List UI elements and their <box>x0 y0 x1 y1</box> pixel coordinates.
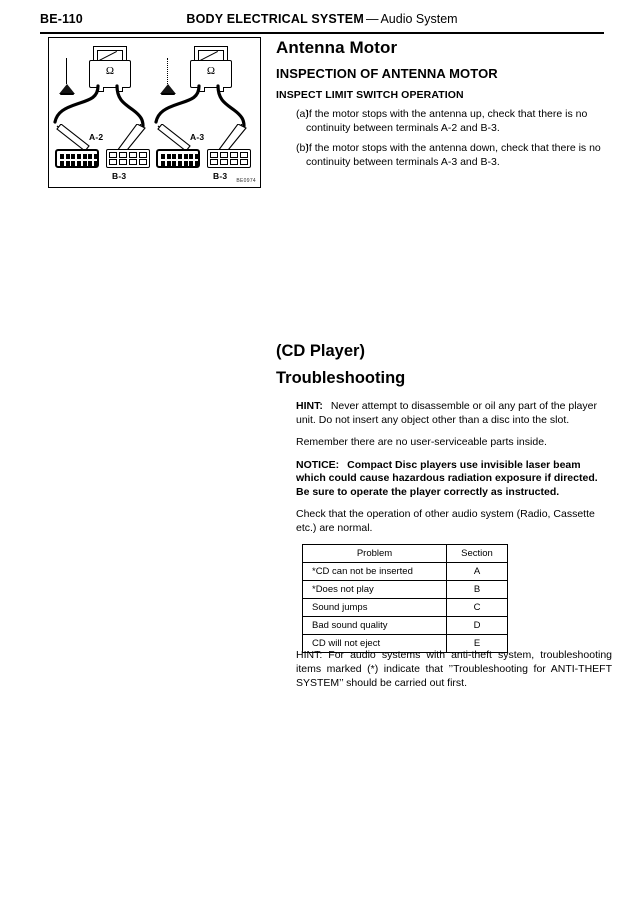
troubleshooting-table <box>302 544 508 653</box>
page-number: BE-110 <box>40 12 83 26</box>
instruction-item-a <box>276 108 612 135</box>
instruction-text-b: If the motor stops with the antenna down, check that there is no continuity between terminals A-3 and B-3. <box>306 142 601 168</box>
page-title: Antenna Motor <box>276 38 398 57</box>
connector-a2 <box>55 149 99 168</box>
figure-right-setup <box>150 38 256 189</box>
table-header-section: Section <box>447 545 508 563</box>
header-rule <box>40 32 604 34</box>
table-cell-section: E <box>447 635 508 653</box>
instruction-marker-b: (b) <box>296 142 309 154</box>
hint-text: Never attempt to disassemble or oil any part of the player unit. Do not insert any object other than a disc into the slot. <box>296 400 597 426</box>
table-row <box>303 599 508 617</box>
antenna-motor-figure <box>48 37 261 188</box>
inspection-subtitle: INSPECTION OF ANTENNA MOTOR <box>276 66 498 81</box>
table-cell-problem: Sound jumps <box>303 599 447 617</box>
table-header-row <box>303 545 508 563</box>
label-b3-right: B-3 <box>213 171 228 181</box>
cd-player-section <box>276 342 612 653</box>
check-operation-paragraph: Check that the operation of other audio system (Radio, Cassette etc.) are normal. <box>296 508 595 534</box>
instruction-item-b <box>276 142 612 169</box>
table-cell-section: A <box>447 563 508 581</box>
header-system-title: BODY ELECTRICAL SYSTEM <box>186 12 364 26</box>
table-row <box>303 617 508 635</box>
page-header <box>40 10 604 36</box>
table-cell-problem: Bad sound quality <box>303 617 447 635</box>
hint-label: HINT: <box>296 400 323 412</box>
label-a2: A-2 <box>89 132 104 142</box>
table-cell-problem: *Does not play <box>303 581 447 599</box>
ohm-symbol-right: Ω <box>206 65 216 77</box>
cd-player-title: (CD Player) <box>276 342 365 360</box>
ohm-symbol-left: Ω <box>105 65 115 77</box>
table-cell-section: D <box>447 617 508 635</box>
label-b3-left: B-3 <box>112 171 127 181</box>
instruction-marker-a: (a) <box>296 108 309 120</box>
figure-code: BE0974 <box>236 178 256 184</box>
table-header-problem: Problem <box>303 545 447 563</box>
figure-left-setup <box>49 38 155 189</box>
table-cell-problem: *CD can not be inserted <box>303 563 447 581</box>
connector-a3 <box>156 149 200 168</box>
table-row <box>303 563 508 581</box>
remember-paragraph: Remember there are no user-serviceable parts inside. <box>296 436 547 448</box>
notice-paragraph <box>276 459 612 500</box>
table-row <box>303 581 508 599</box>
limit-switch-step-title: INSPECT LIMIT SWITCH OPERATION <box>276 89 464 101</box>
anti-theft-hint: HINT: For audio systems with anti-theft system, troubleshooting items marked (*) indicate that ’’Troubleshooting for ANTI-THEFT SYSTEM’’ should be carried out first. <box>296 649 612 689</box>
header-section-title: Audio System <box>380 12 458 26</box>
notice-text: Compact Disc players use invisible laser beam which could cause hazardous radiation exposure if directed. Be sure to operate the player correctly as instructed. <box>296 458 598 498</box>
hint-paragraph <box>276 400 612 427</box>
header-title <box>40 12 604 26</box>
connector-b3-left <box>106 149 150 168</box>
header-dash: — <box>365 12 379 26</box>
troubleshooting-title: Troubleshooting <box>276 369 406 387</box>
table-cell-problem: CD will not eject <box>303 635 447 653</box>
table-cell-section: B <box>447 581 508 599</box>
instruction-text-a: If the motor stops with the antenna up, check that there is no continuity between terminals A-2 and B-3. <box>306 108 588 134</box>
connector-b3-right <box>207 149 251 168</box>
notice-label: NOTICE: <box>296 458 340 471</box>
label-a3: A-3 <box>190 132 205 142</box>
antenna-motor-section <box>276 38 612 176</box>
table-cell-section: C <box>447 599 508 617</box>
